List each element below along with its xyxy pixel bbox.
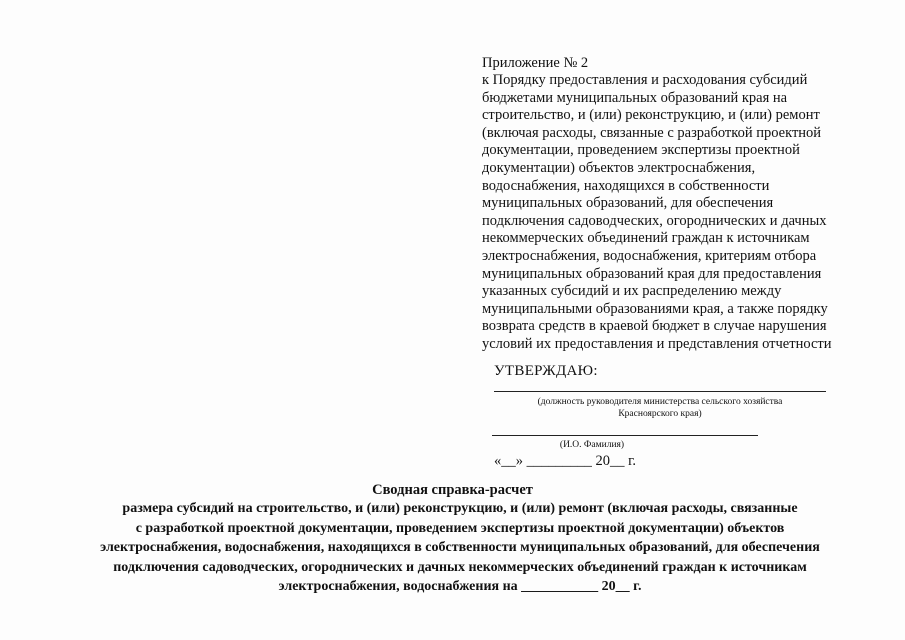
appendix-text <box>482 72 882 354</box>
approval-label: УТВЕРЖДАЮ: <box>494 363 598 379</box>
appendix-line: указанных субсидий и их распределению между <box>482 283 782 300</box>
appendix-line: муниципальных образований края для предоставления <box>482 265 822 282</box>
appendix-line: подключения садоводческих, огороднических и дачных <box>482 212 827 229</box>
position-caption <box>494 396 826 420</box>
appendix-title: Приложение № 2 <box>482 55 589 71</box>
document-title: Сводная справка-расчет <box>372 482 533 498</box>
subtitle-line: с разработкой проектной документации, проведением экспертизы проектной документации) объектов <box>135 520 785 536</box>
approval-date: «__» _________ 20__ г. <box>494 453 637 469</box>
position-signature-line <box>494 391 826 392</box>
subtitle-line: подключения садоводческих, огороднических и дачных некоммерческих объединений граждан к источникам <box>113 559 807 575</box>
subtitle-line: электроснабжения, водоснабжения, находящихся в собственности муниципальных образований, для обеспечения <box>100 540 820 555</box>
appendix-line: документации) объектов электроснабжения, <box>482 159 756 176</box>
appendix-line: электроснабжения, водоснабжения, критериям отбора <box>482 247 817 264</box>
appendix-line: возврата средств в краевой бюджет в случае нарушения <box>482 318 827 335</box>
appendix-line: условий их предоставления и представления отчетности <box>482 335 832 352</box>
subtitle-line: электроснабжения, водоснабжения на ___________ 20__ г. <box>278 579 642 594</box>
appendix-line: (включая расходы, связанные с разработкой проектной <box>482 124 822 141</box>
appendix-line: к Порядку предоставления и расходования субсидий <box>482 72 808 88</box>
appendix-line: муниципальными образованиями края, а также порядку <box>482 300 828 317</box>
appendix-line: муниципальных образований, для обеспечения <box>482 195 774 212</box>
subtitle-line: размера субсидий на строительство, и (или) реконструкцию, и (или) ремонт (включая расходы, связанные <box>122 501 798 516</box>
appendix-line: водоснабжения, находящихся в собственности <box>482 177 770 194</box>
appendix-line: бюджетами муниципальных образований края на <box>482 89 788 106</box>
appendix-block <box>482 54 882 354</box>
appendix-line: некоммерческих объединений граждан к источникам <box>482 230 810 247</box>
appendix-line: строительство, и (или) реконструкцию, и (или) ремонт <box>482 107 820 124</box>
name-caption: (И.О. Фамилия) <box>559 440 625 450</box>
position-caption-line: (должность руководителя министерства сельского хозяйства <box>537 397 783 407</box>
name-signature-line <box>492 435 758 436</box>
position-caption-line: Красноярского края) <box>618 409 702 419</box>
appendix-line: документации, проведением экспертизы проектной <box>482 142 800 159</box>
document-subtitle <box>40 499 880 597</box>
